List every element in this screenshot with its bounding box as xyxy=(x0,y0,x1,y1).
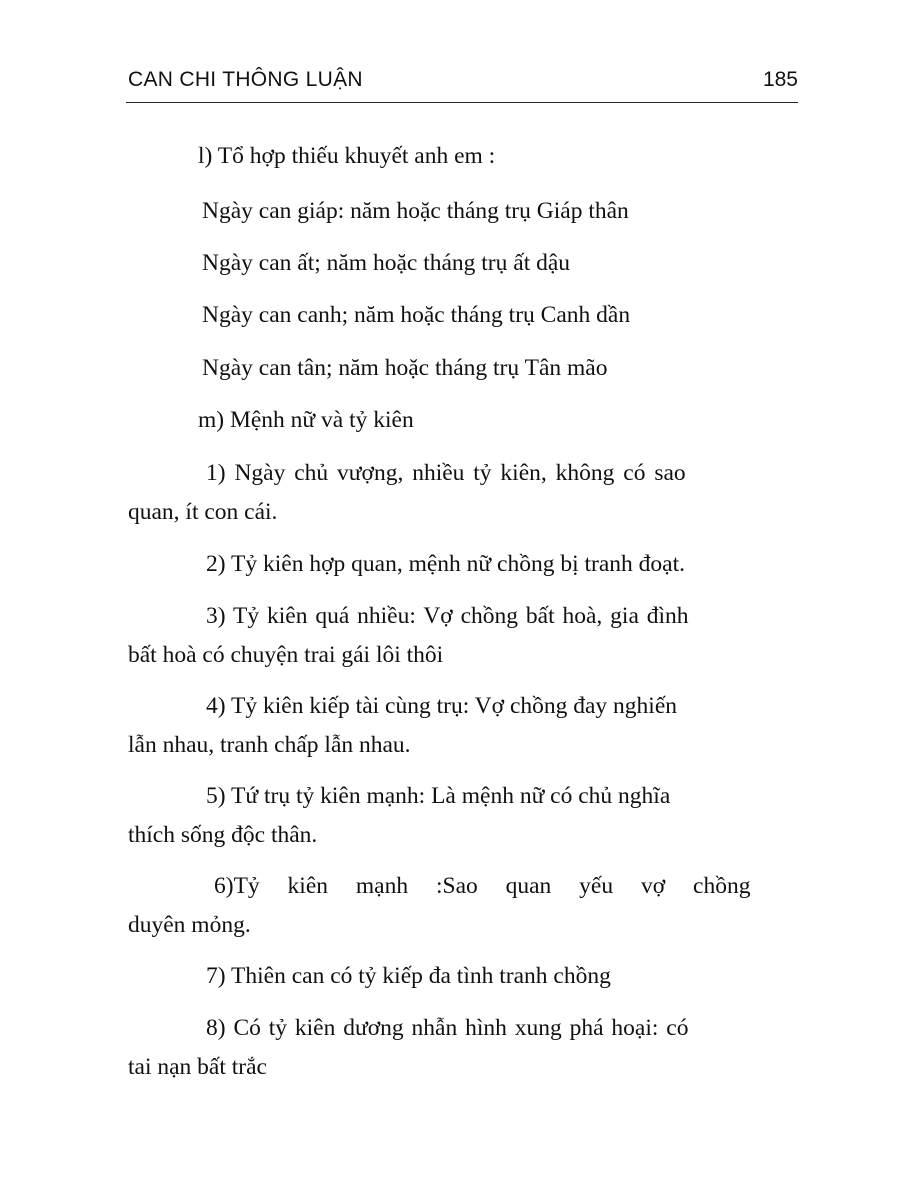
list-item-3 xyxy=(128,598,798,674)
section-m-heading: m) Mệnh nữ và tỷ kiên xyxy=(198,407,414,433)
item-1-line-2: quan, ít con cái. xyxy=(128,499,278,525)
list-item-6 xyxy=(128,868,798,944)
item-8-line-2: tai nạn bất trắc xyxy=(128,1054,267,1080)
page-number: 185 xyxy=(762,68,798,91)
item-2-line-1: 2) Tỷ kiên hợp quan, mệnh nữ chồng bị tranh đoạt. xyxy=(206,551,685,577)
item-1-line-1: 1) Ngày chủ vượng, nhiều tỷ kiên, không có sao xyxy=(206,460,686,486)
item-5-line-1: 5) Tứ trụ tỷ kiên mạnh: Là mệnh nữ có chủ nghĩa xyxy=(206,783,671,809)
section-l-line-3: Ngày can canh; năm hoặc tháng trụ Canh dần xyxy=(202,302,631,328)
section-l-line-1: Ngày can giáp: năm hoặc tháng trụ Giáp thân xyxy=(202,198,629,224)
item-3-line-2: bất hoà có chuyện trai gái lôi thôi xyxy=(128,642,444,668)
item-7-line-1: 7) Thiên can có tỷ kiếp đa tình tranh chồng xyxy=(206,963,611,989)
item-6-line-1: 6)Tỷ kiên mạnh :Sao quan yếu vợ chồng xyxy=(214,873,751,899)
list-item-7 xyxy=(128,958,798,995)
item-8-line-1: 8) Có tỷ kiên dương nhẫn hình xung phá hoại: có xyxy=(206,1015,689,1041)
item-4-line-1: 4) Tỷ kiên kiếp tài cùng trụ: Vợ chồng đay nghiến xyxy=(206,693,678,719)
section-l-line-4: Ngày can tân; năm hoặc tháng trụ Tân mão xyxy=(202,355,608,381)
running-title: CAN CHI THÔNG LUẬN xyxy=(128,68,363,91)
section-l-heading: l) Tổ hợp thiếu khuyết anh em : xyxy=(198,143,496,169)
item-4-line-2: lẫn nhau, tranh chấp lẫn nhau. xyxy=(128,732,411,758)
list-item-8 xyxy=(128,1010,798,1086)
list-item-4 xyxy=(128,688,798,764)
item-3-line-1: 3) Tỷ kiên quá nhiều: Vợ chồng bất hoà, gia đình xyxy=(206,603,689,629)
header-rule xyxy=(126,102,798,103)
list-item-5 xyxy=(128,778,798,854)
section-l-line-2: Ngày can ất; năm hoặc tháng trụ ất dậu xyxy=(202,250,571,276)
list-item-2 xyxy=(128,546,798,583)
list-item-1 xyxy=(128,455,798,531)
item-6-line-2: duyên mỏng. xyxy=(128,912,251,938)
page-header xyxy=(128,68,798,104)
item-5-line-2: thích sống độc thân. xyxy=(128,822,318,848)
